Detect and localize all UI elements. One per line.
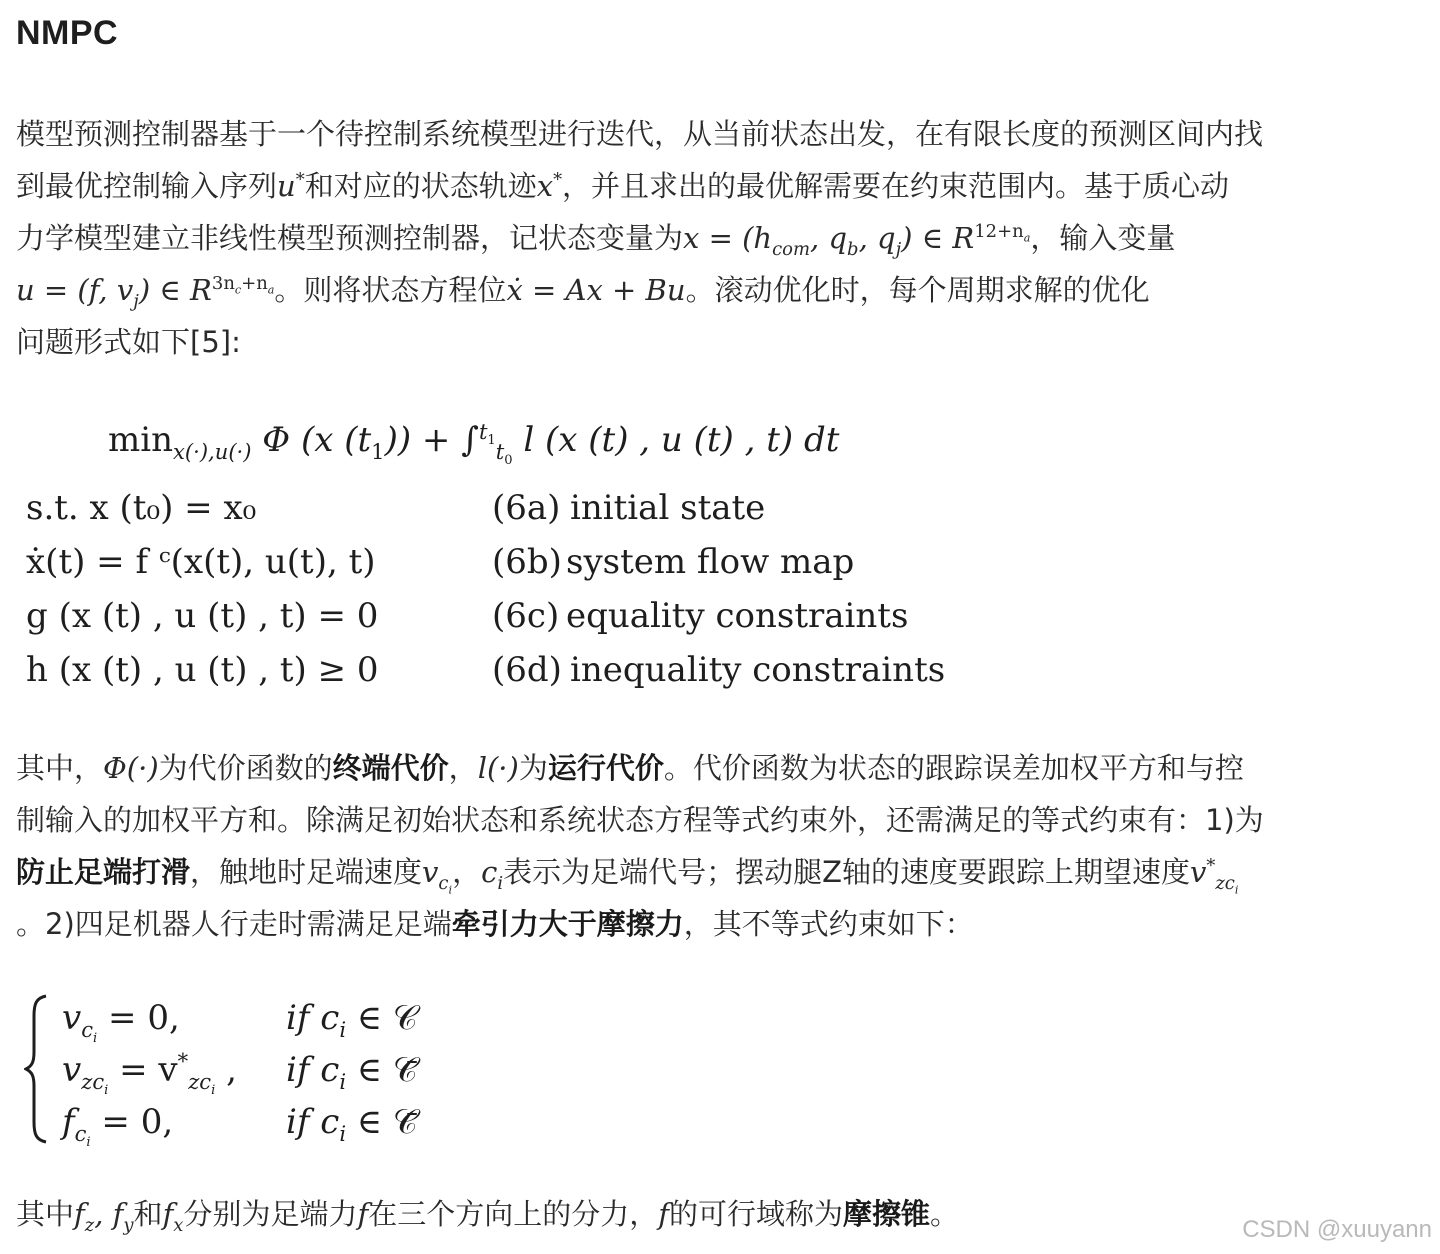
paragraph-1-line-4: u = (f, $v_j$) ∈ $R^{3n_c+n_a}$。则将状态方程位ẋ = Ax + Bu。滚动优化时，每个周期求解的优化 <box>16 273 1150 312</box>
paragraph-2-line-1: 其中，Φ(·)为代价函数的终端代价，l(·)为运行代价。代价函数为状态的跟踪误差加权平方和与控 <box>16 751 1244 785</box>
constraint-lhs-6c: g (x (t) , u (t) , t) = 0 <box>26 596 379 636</box>
paragraph-2-line-2: 制输入的加权平方和。除满足初始状态和系统状态方程等式约束外，还需满足的等式约束有：1)为 <box>16 803 1264 837</box>
constraint-tag-6a: (6a) <box>492 488 561 528</box>
case-3-lhs: $f_{c_i} = 0$, <box>62 1102 174 1150</box>
case-1-lhs: $v_{c_i} = 0$, <box>62 998 180 1046</box>
input-vector-math: u = (f, $v_j$) ∈ $R^{3n_c+n_a}$ <box>16 273 275 312</box>
constraint-desc-6d: inequality constraints <box>570 650 946 690</box>
state-equation-math: ẋ = Ax + Bu <box>506 273 686 307</box>
constraint-lhs-6b: ẋ(t) = f ᶜ(x(t), u(t), t) <box>26 542 376 582</box>
objective-function: $\min_{x(\cdot),u(\cdot)} \Phi$ (x $(t_1)) + \int^{t_1}_{t_0}$ l (x (t) , u (t) , t) dt <box>108 418 840 468</box>
paragraph-1-line-1: 模型预测控制器基于一个待控制系统模型进行迭代，从当前状态出发，在有限长度的预测区间内找 <box>16 117 1264 151</box>
watermark: CSDN @xuuyann <box>1242 1216 1432 1243</box>
paragraph-3: 其中$f_z$, $f_y$和$f_x$分别为足端力f在三个方向上的分力，f的可行域称为摩擦锥。 <box>16 1197 959 1236</box>
constraint-desc-6c: equality constraints <box>566 596 909 636</box>
paragraph-2-line-4: 。2)四足机器人行走时需满足足端牵引力大于摩擦力，其不等式约束如下： <box>16 907 974 941</box>
paragraph-2-line-3: 防止足端打滑，触地时足端速度$v_{c_i}$，$c_i$表示为足端代号；摆动腿Z轴的速度要跟踪上期望速度$v^*_{zc_i}$ <box>16 855 1239 897</box>
state-vector-math: $x = (h_{com}$, $q_b$, $q_j$) ∈ $R^{12+n_a}$ <box>683 221 1031 260</box>
paragraph-1-line-5: 问题形式如下[5]: <box>16 325 241 359</box>
left-brace <box>24 994 48 1144</box>
paragraph-1-line-3: 力学模型建立非线性模型预测控制器，记状态变量为$x = (h_{com}$, $q_b$, $q_j$) ∈ $R^{12+n_a}$，输入变量 <box>16 221 1176 260</box>
case-2-lhs: $v_{zc_i} = v^*_{zc_i}$ , <box>62 1048 237 1098</box>
constraint-tag-6b: (6b) <box>492 542 562 582</box>
constraint-tag-6c: (6c) <box>492 596 560 636</box>
constraint-tag-6d: (6d) <box>492 650 562 690</box>
case-3-condition: if $c_i$ ∈ 𝒞̄ <box>286 1102 418 1146</box>
constraint-desc-6a: initial state <box>570 488 766 528</box>
paragraph-1-line-2: 到最优控制输入序列u*和对应的状态轨迹x*，并且求出的最优解需要在约束范围内。基于质心动 <box>16 169 1230 203</box>
constraint-desc-6b: system flow map <box>566 542 855 582</box>
case-1-condition: if $c_i$ ∈ 𝒞 <box>286 998 418 1042</box>
constraint-lhs-6d: h (x (t) , u (t) , t) ≥ 0 <box>26 650 379 690</box>
constraint-lhs-6a: s.t. x (t₀) = x₀ <box>26 488 257 528</box>
case-2-condition: if $c_i$ ∈ 𝒞̄ <box>286 1050 418 1094</box>
section-heading: NMPC <box>16 14 119 52</box>
